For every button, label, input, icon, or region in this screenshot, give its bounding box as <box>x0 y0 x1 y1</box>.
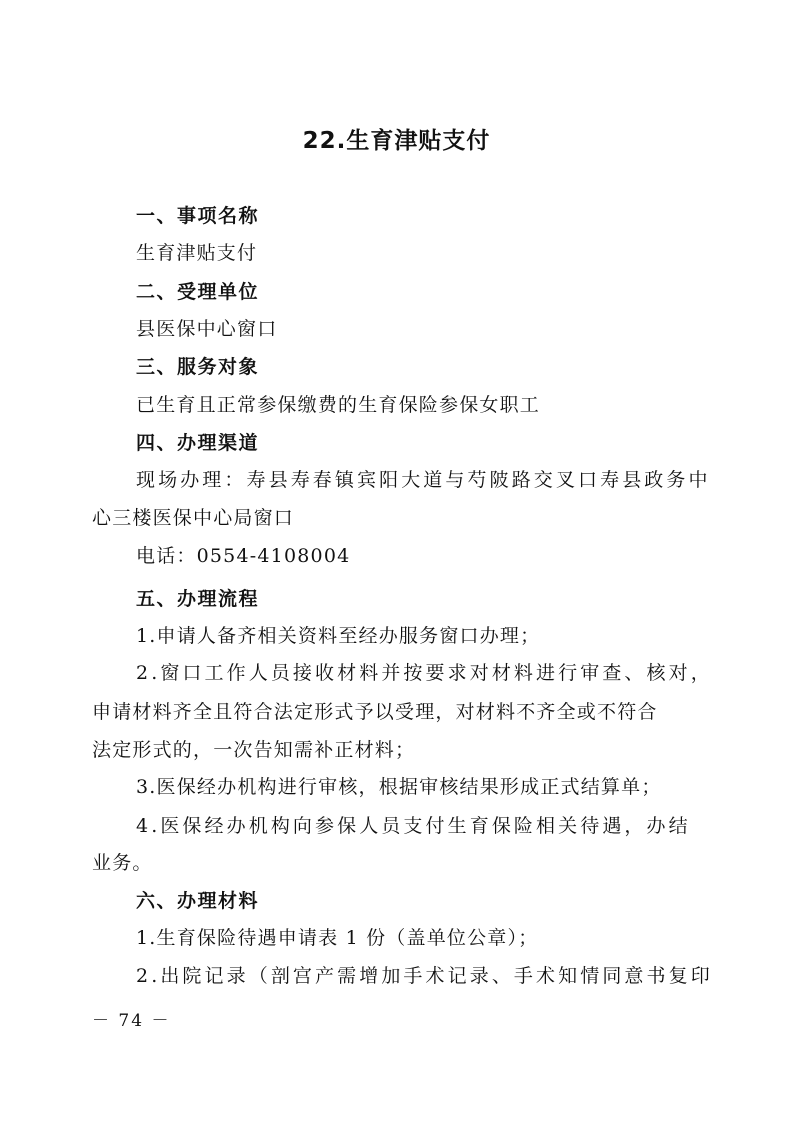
process-step-2-line-2: 申请材料齐全且符合法定形式予以受理，对材料不齐全或不符合 <box>92 701 658 723</box>
document-title: 22.生育津贴支付 <box>302 128 491 154</box>
page-number: － 74 － <box>92 1011 171 1031</box>
section-heading-process: 五、办理流程 <box>136 588 260 610</box>
section-heading-accepting-unit: 二、受理单位 <box>136 281 260 303</box>
process-step-1: 1.申请人备齐相关资料至经办服务窗口办理； <box>136 625 541 647</box>
material-item-1: 1.生育保险待遇申请表 1 份（盖单位公章）； <box>136 927 539 949</box>
channel-onsite-line-2: 心三楼医保中心局窗口 <box>92 507 295 529</box>
accepting-unit-text: 县医保中心窗口 <box>136 318 278 340</box>
channel-onsite-line-1: 现场办理：寿县寿春镇宾阳大道与芍陂路交叉口寿县政务中 <box>136 469 711 491</box>
process-step-2-line-1: 2.窗口工作人员接收材料并按要求对材料进行审查、核对， <box>136 662 713 684</box>
section-heading-service-target: 三、服务对象 <box>136 356 260 378</box>
section-heading-item-name: 一、事项名称 <box>136 205 260 227</box>
process-step-4-line-2: 业务。 <box>92 852 153 874</box>
item-name-text: 生育津贴支付 <box>136 242 258 264</box>
process-step-3: 3.医保经办机构进行审核，根据审核结果形成正式结算单； <box>136 776 662 798</box>
service-target-text: 已生育且正常参保缴费的生育保险参保女职工 <box>136 394 541 416</box>
channel-phone: 电话：0554-4108004 <box>136 545 351 567</box>
section-heading-channels: 四、办理渠道 <box>136 432 260 454</box>
process-step-4-line-1: 4.医保经办机构向参保人员支付生育保险相关待遇，办结 <box>136 815 691 837</box>
material-item-2: 2.出院记录（剖宫产需增加手术记录、手术知情同意书复印 <box>136 965 713 987</box>
process-step-2-line-3: 法定形式的，一次告知需补正材料； <box>92 739 416 761</box>
section-heading-materials: 六、办理材料 <box>136 890 260 912</box>
